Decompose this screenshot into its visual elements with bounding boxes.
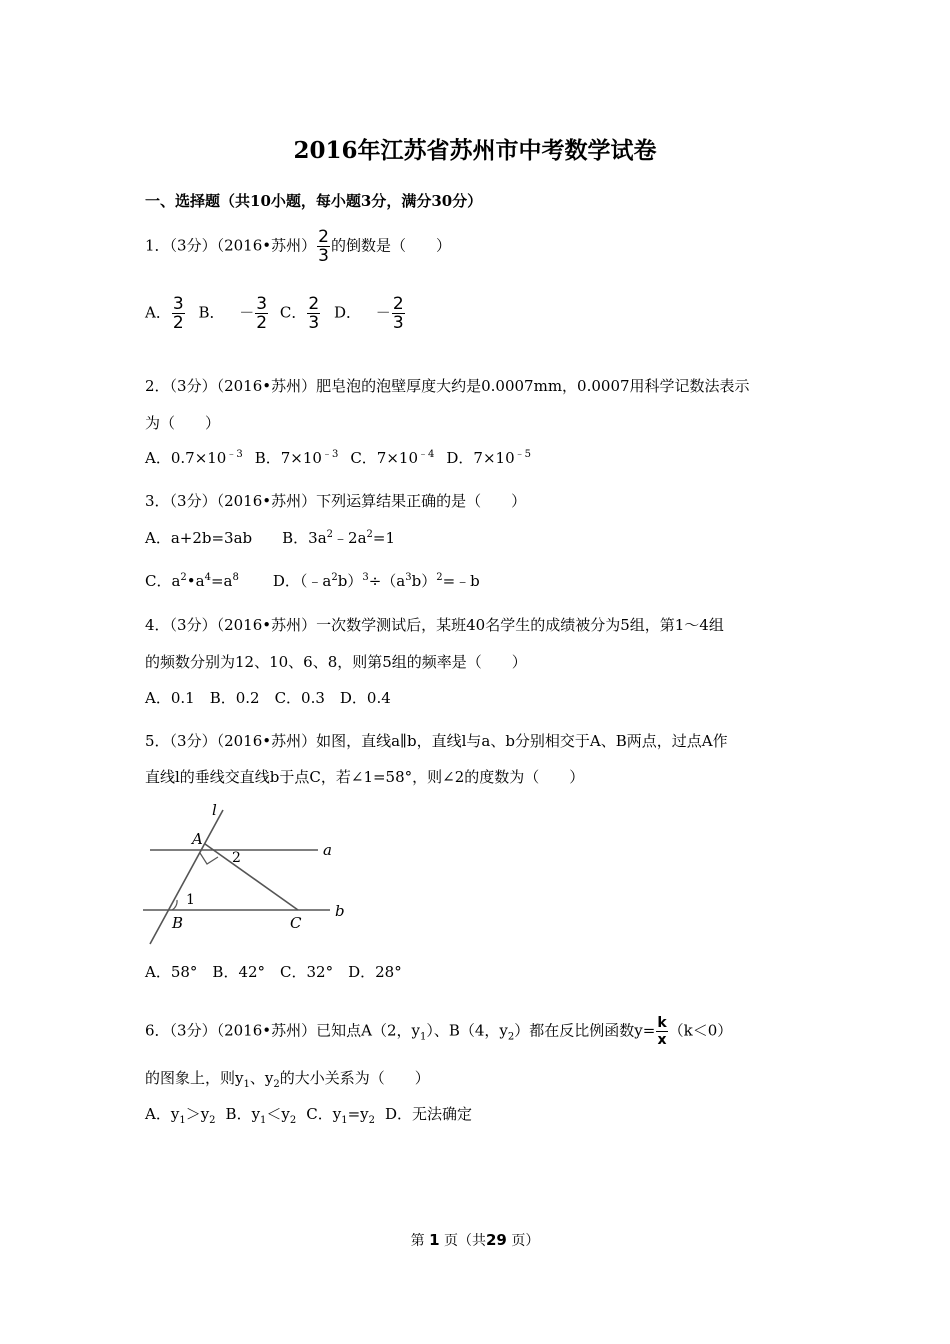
section-heading: 一、选择题（共10小题，每小题3分，满分30分）: [145, 192, 483, 210]
q1-option-a-label: A．: [145, 303, 171, 322]
label-A: A: [192, 830, 203, 848]
question-2-line-2: 为（ ）: [145, 414, 221, 432]
label-B: B: [172, 914, 184, 932]
total-pages: 29: [486, 1231, 507, 1249]
q1-option-a-fraction: $\frac{3}{2}$: [172, 294, 184, 333]
q1-prefix: 1．（3分）（2016•苏州）: [145, 236, 317, 255]
question-6-line-1: 6．（3分）（2016•苏州）已知点A（2，$y_1$）、B（4，$y_2$）都在反比例函数y= $\frac{k}{x}$ （k＜0）: [145, 1015, 733, 1048]
page-footer: 第 1 页（共29 页）: [410, 1231, 540, 1249]
question-3-line-1: 3．（3分）（2016•苏州）下列运算结果正确的是（ ）: [145, 492, 527, 510]
question-6-line-2: 的图象上，则$y_1$、$y_2$的大小关系为（ ）: [145, 1069, 430, 1090]
q1-suffix: 的倒数是（ ）: [330, 236, 451, 255]
label-angle-1: 1: [186, 892, 195, 908]
question-2-line-1: 2．（3分）（2016•苏州）肥皂泡的泡壁厚度大约是0.0007mm，0.0007用科学记数法表示: [145, 377, 750, 395]
label-l: l: [212, 801, 217, 819]
q1-option-c-label: C．: [279, 303, 307, 322]
question-4-options: A．0.1 B．0.2 C．0.3 D．0.4: [145, 689, 391, 707]
q1-option-c-fraction: $\frac{2}{3}$: [308, 294, 320, 333]
question-5-line-1: 5．（3分）（2016•苏州）如图，直线a∥b，直线l与a、b分别相交于A、B两点，过点A作: [145, 732, 728, 750]
question-4-line-2: 的频数分别为12、10、6、8，则第5组的频率是（ ）: [145, 653, 527, 671]
question-5-options: A．58° B．42° C．32° D．28°: [145, 963, 402, 981]
question-4-line-1: 4．（3分）（2016•苏州）一次数学测试后，某班40名学生的成绩被分为5组，第1～4组: [145, 616, 724, 634]
exam-title: 2016年江苏省苏州市中考数学试卷: [293, 137, 657, 164]
label-a: a: [323, 841, 332, 859]
q1-fraction: $\frac{2}{3}$: [318, 227, 329, 266]
question-6-options: A．$y_1>y_2$ B．$y_1<y_2$ C．$y_1=y_2$ D．无法确定: [145, 1105, 473, 1126]
q5-geometry-figure: [140, 800, 350, 950]
q1-option-b-fraction: $\frac{3}{2}$: [256, 294, 268, 333]
question-3-options-cd: C．$a^2•a^4=a^8$ D．$(﹣a^2b)^3\div(a^3b)^2=﹣b$: [145, 572, 480, 590]
current-page: 1: [429, 1231, 440, 1249]
q1-option-d-fraction: $\frac{2}{3}$: [392, 294, 404, 333]
q1-option-d-label: D．: [333, 303, 362, 322]
question-5-line-2: 直线l的垂线交直线b于点C，若∠1=58°，则∠2的度数为（ ）: [145, 768, 585, 786]
label-C: C: [290, 914, 302, 932]
question-1: [145, 228, 451, 265]
label-angle-2: 2: [232, 850, 241, 866]
q1-option-b-label: B．: [198, 303, 225, 322]
label-b: b: [335, 902, 345, 920]
question-1-options: A． $\frac{3}{2}$ B． － $\frac{3}{2}$ C． $\frac{2}{3}$ D． － $\frac{2}{3}$: [145, 294, 404, 333]
question-3-options-ab: A．a+2b=3ab B．$3a^2﹣2a^2=1$: [145, 529, 396, 547]
question-2-options: A．$0.7\times 10^{﹣3}$ B．$7\times 10^{﹣3}$ C．$7\times 10^{﹣4}$ D．$7\times 10^{﹣5}$: [145, 449, 531, 467]
q6-fraction: $\frac{k}{x}$: [657, 1015, 667, 1048]
